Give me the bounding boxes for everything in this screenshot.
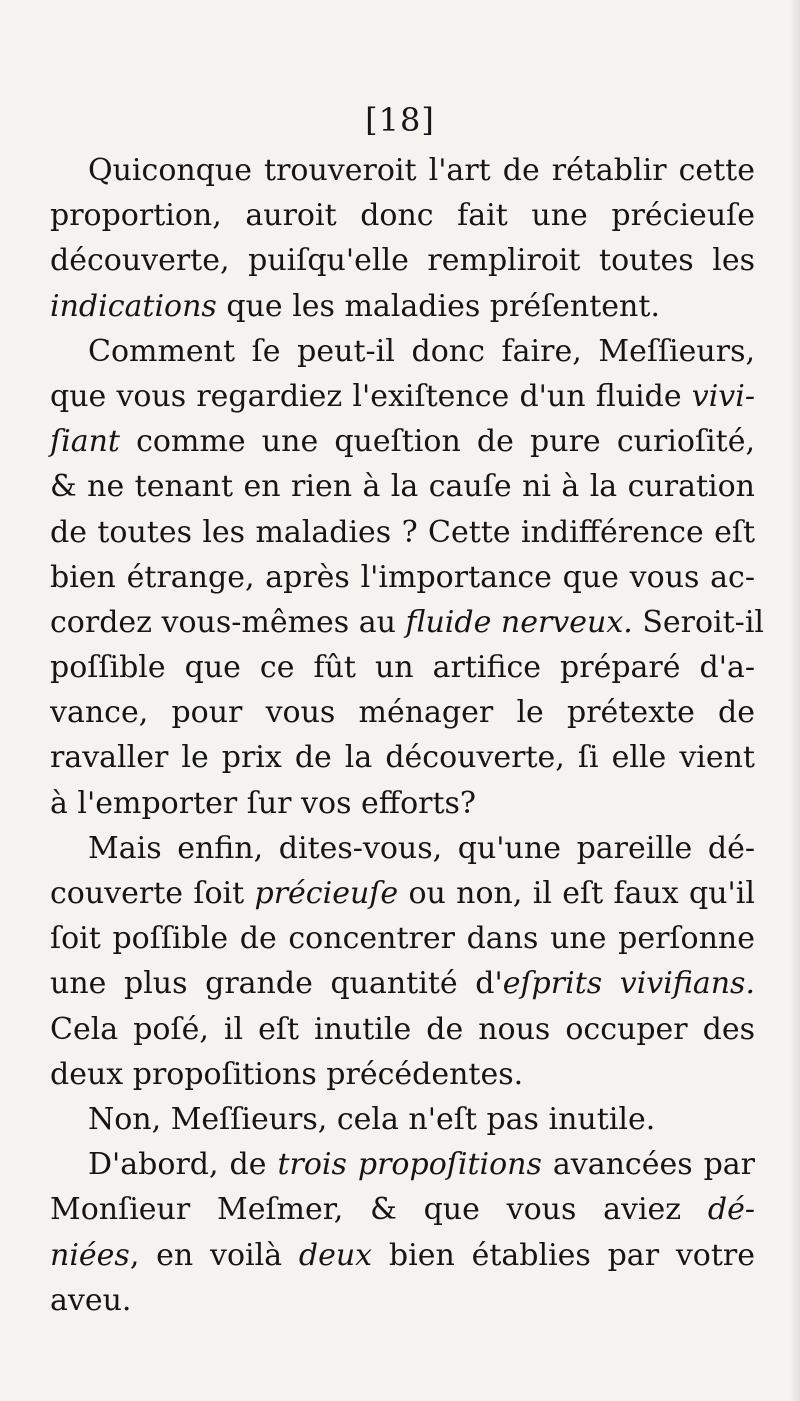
text-line [50, 1278, 755, 1323]
text-line [50, 1142, 755, 1187]
italic-text: trois propoſitions [277, 1147, 542, 1183]
line-text: bien établies par votre [372, 1237, 755, 1273]
line-text: ou non, il eſt faux qu'il [398, 876, 755, 911]
text-line [50, 510, 755, 555]
line-text: ravaller le prix de la découverte, ſi elle vient [50, 740, 755, 776]
text-line [50, 329, 755, 374]
line-text: Quiconque trouveroit l'art de rétablir cette [88, 153, 755, 188]
line-text: découverte, puiſqu'elle rempliroit toutes les [50, 243, 755, 279]
text-line [50, 735, 755, 780]
line-text: Cela poſé, il eſt inutile de nous occuper des [50, 1011, 755, 1047]
line-text: que les maladies préſentent. [216, 288, 660, 324]
text-line [50, 1052, 755, 1097]
italic-text: indications [50, 288, 217, 324]
line-text: ſoit poſſible de concentrer dans une perſonne [50, 921, 755, 957]
body-text [50, 148, 765, 1323]
text-line [50, 781, 755, 826]
line-text: poſſible que ce fût un artifice préparé d'a- [50, 650, 755, 686]
text-line [50, 871, 755, 916]
line-text: deux propoſitions précédentes. [50, 1056, 524, 1092]
line-text: une plus grande quantité d' [50, 966, 503, 1002]
text-line [50, 1007, 755, 1052]
line-text: comme une queſtion de pure curioſité, [119, 424, 755, 460]
text-line [50, 238, 755, 283]
text-line [50, 826, 755, 871]
text-line [50, 464, 755, 509]
line-text: D'abord, de [88, 1147, 278, 1183]
line-text: bien étrange, après l'importance que vous ac- [50, 559, 755, 595]
text-line [50, 419, 755, 464]
italic-text: eſprits vivifians. [502, 966, 755, 1002]
text-line [50, 961, 755, 1006]
text-line [50, 645, 755, 690]
line-text: avancées par [541, 1147, 756, 1183]
text-line [50, 690, 755, 735]
line-text: Mais enfin, dites-vous, qu'une pareille dé- [88, 830, 755, 866]
text-line [50, 374, 755, 419]
line-text: & ne tenant en rien à la cauſe ni à la curation [50, 469, 755, 505]
line-text: , en voilà [129, 1237, 299, 1273]
italic-text: ſiant [50, 424, 120, 460]
line-text: Comment ſe peut-il donc faire, Meſſieurs, [88, 333, 755, 369]
text-line [50, 1097, 755, 1142]
text-line [50, 555, 755, 600]
page-number: [18] [365, 101, 435, 139]
italic-text: dé- [707, 1192, 755, 1228]
line-text: que vous regardiez l'exiſtence d'un fluide [50, 378, 692, 414]
text-line [50, 193, 755, 238]
text-line [50, 148, 755, 193]
line-text: couverte ſoit [50, 876, 255, 911]
text-line [50, 600, 765, 645]
text-line [50, 284, 755, 329]
line-text: vance, pour vous ménager le prétexte de [50, 695, 755, 731]
text-line [50, 1233, 755, 1278]
line-text: Monſieur Meſmer, & que vous aviez [50, 1192, 708, 1228]
text-line [50, 1187, 755, 1232]
line-text: Seroit-il [632, 604, 765, 640]
line-text: proportion, auroit donc fait une précieuſe [50, 198, 755, 234]
text-line [50, 916, 755, 961]
italic-text: deux [298, 1237, 373, 1273]
line-text: Non, Meſſieurs, cela n'eſt pas inutile. [88, 1101, 656, 1137]
line-text: à l'emporter ſur vos efforts? [50, 785, 477, 821]
italic-text: précieuſe [254, 876, 399, 911]
page-edge-shadow [790, 0, 800, 1401]
line-text: cordez vous-mêmes au [50, 604, 406, 640]
italic-text: vivi- [691, 378, 755, 414]
italic-text: fluide nerveux. [405, 604, 633, 640]
italic-text: niées [50, 1237, 130, 1273]
line-text: de toutes les maladies ? Cette indifférence eſt [50, 514, 755, 550]
line-text: aveu. [50, 1282, 132, 1318]
